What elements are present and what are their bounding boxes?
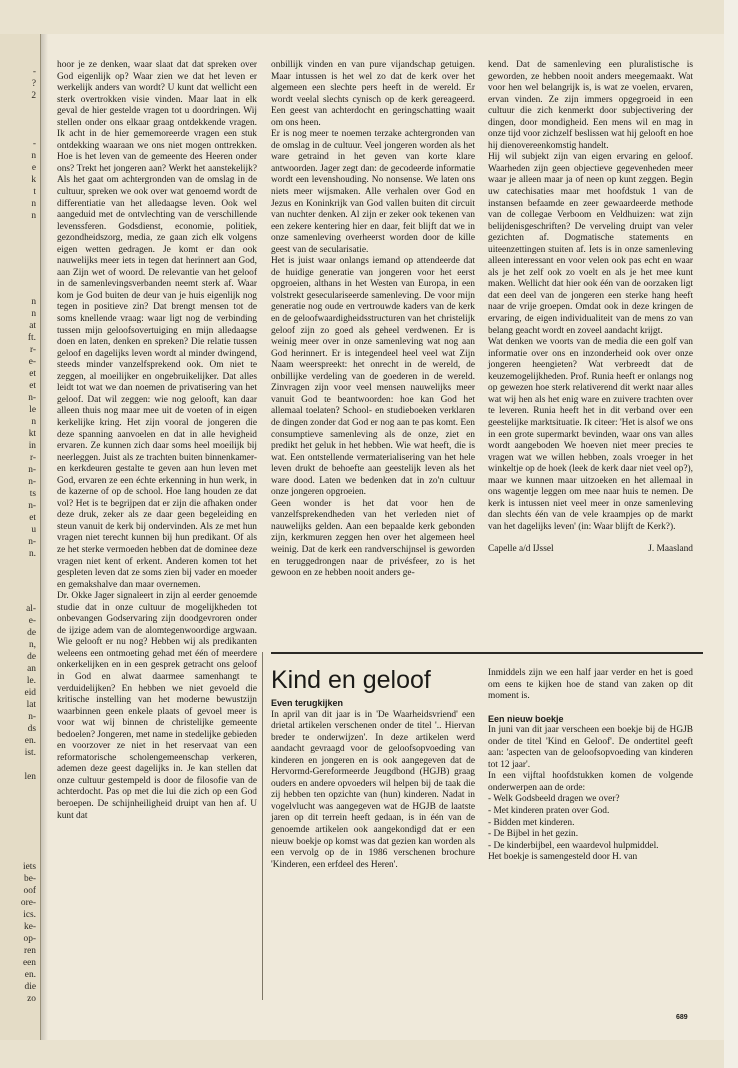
list-item: - De Bijbel in het gezin. — [488, 829, 579, 840]
paragraph: Hij wil subjekt zijn van eigen ervaring en geloof. Waarheden zijn geen objectieve gegevenheden meer waar je alleen maar ja of neen op kunt zeggen. Begin uw catechisaties maar met hoofdstuk 1 van de instansen befaamde en zeer gewaardeerde methode van de collegae Verboom en Veldhuizen: wat zijn belijdenisgeschriften? De verveling druipt van veler gezichten af. Dogmatische statements en uiteenzettingen stuiten af. Iets is in onze samenleving alleen interessant en voor velen ook pas echt en waar als je het zelf ook zo voelt en als je het mee kunt maken. Wellicht dat hier ook één van de oorzaken ligt dat een deel van de jongeren een sterke hang heeft naar de vrije groepen. Omdat ook in deze kringen de ervaring, de eigen individualiteit van de mens zo van belang geacht wordt en zoveel aandacht krijgt. — [488, 152, 693, 336]
paragraph: In juni van dit jaar verscheen een boekje bij de HGJB onder de titel 'Kind en Geloof'. De ondertitel geeft aan: 'aspecten van de geloofsopvoeding van kinderen tot 12 jaar'. — [488, 725, 693, 770]
list-item: - De kinderbijbel, een waardevol hulpmiddel. — [488, 840, 659, 851]
paragraph: kend. Dat de samenleving een pluralistische is geworden, ze hebben nooit anders meegemaakt. Wat voor hen wel belangrijk is, is wat ze voelen, ervaren, ervan vinden. Ze zijn immers opgegroeid in een cultuur die zich kenmerkt door subjectivering der dingen, door mondigheid. Een mens wil en mag in onze tijd voor zichzelf beslissen wat hij gelooft en hoe hij dienovereenkomstig handelt. — [488, 60, 693, 151]
article-column-3 — [488, 60, 693, 556]
gutter-fragments-lower: al- e- de n, de an le. eid lat n- ds en. ist. len — [24, 604, 36, 782]
page-number: 689 — [676, 1014, 688, 1021]
paragraph: Het boekje is samengesteld door H. van — [488, 852, 638, 863]
paragraph: Geen wonder is het dat voor hen de vanzelfsprekendheden van het verleden niet of nauwelijks gelden. Aan een bepaalde kerk gebonden zijn, kerkmuren zeggen hen over het algemeen heel weinig. Dat de kerk een randverschijnsel is geworden en teruggedrongen naar de privésfeer, zo is het gewoon en ze hebben nooit anders ge- — [271, 498, 475, 579]
gutter-fragments-bottom: iets be- oof ore- ics. ke- op- ren een en. die zo — [20, 862, 36, 1004]
article-column-1 — [57, 60, 257, 822]
kind-column-1 — [271, 698, 475, 871]
paragraph: Inmiddels zijn we een half jaar verder en het is goed om eens te kijken hoe de stand van zaken op dit moment is. — [488, 668, 693, 702]
paragraph: In een vijftal hoofdstukken komen de volgende onderwerpen aan de orde: — [488, 771, 693, 793]
signature-name: J. Maasland — [648, 544, 693, 555]
subheading: Even terugkijken — [271, 698, 344, 708]
section-divider — [271, 652, 703, 654]
gutter-fragments-top: - ? 2 - n e k t n n — [31, 67, 36, 221]
paragraph: Dr. Okke Jager signaleert in zijn al eerder genoemde studie dat in onze cultuur de mogelijkheden tot onbevangen Godservaring zijn doodgevroren onder de ijzige adem van de alomtegenwoordige argwaan. Wie gelooft er nu nog? Hebben wij als predikanten weleens een ontmoeting gehad met één of meerdere onkerkelijken en in een gesprek getracht ons geloof in God en alwat daarmee samenhangt te verduidelijken? En hebben we niet gevoeld die kritische instelling van het moderne bewustzijn waarbinnen geen enkele plaats of gevoel meer is voor wat wij binnen de christelijke gemeente bedoelen? Jongeren, met name in stedelijke gebieden en voorzover ze niet in het reservaat van een reformatorische scholengemeenschap verkeren, ademen deze geest dagelijks in. Je kan stellen dat onze cultuur gestempeld is door de filosofie van de achterdocht. Pas op met die lui die zich op een God beroepen. De schijnheiligheid druipt van hen af. U kunt dat — [57, 591, 257, 821]
binding-shadow — [40, 34, 48, 1040]
page-edge — [724, 0, 738, 1068]
paragraph: In april van dit jaar is in 'De Waarheidsvriend' een drietal artikelen verschenen onder de titel '.. Hiervan breder te onderwijzen'. In deze artikelen werd aandacht gevraagd voor de geloofsopvoeding van kinderen en jongeren en is ook aangegeven dat de Hervormd-Gereformeerde Jeugdbond (HGJB) graag ouders en andere opvoeders wil helpen bij de taak die zij hebben ten opzichte van (hun) kinderen. Nadat in vogelvlucht was aangegeven wat de HGJB de laatste jaren op dit terrein heeft gedaan, is in één van de genoemde artikelen ook aangekondigd dat er een nieuw boekje op komst was dat gezien kan worden als een vervolg op de in 1986 verschenen brochure 'Kinderen, een erfdeel des Heren'. — [271, 709, 475, 870]
article-headline: Kind en geloof — [271, 666, 431, 694]
paragraph: Het is juist waar onlangs iemand op attendeerde dat de huidige generatie van jongeren voor het eerst opgroeien, althans in het Westen van Europa, in een volstrekt geseculariseerde samenleving. De voor mijn generatie nog oude en vertrouwde kaders van de kerk en de geloofwaardigheidsstructuren van het christelijk geloof zijn zo goed als geheel verdwenen. Er is weinig meer over in onze samenleving wat nog aan God herinnert. Er is integendeel heel veel wat Zijn Naam weerspreekt: het onrecht in de wereld, de onbillijke verdeling van de goederen in de wereld. Zinvragen zijn voor veel mensen nauwelijks meer vanuit God te beantwoorden: hoe kan God het allemaal toelaten? School- en studieboeken verklaren de dingen zonder dat God er nog aan te pas komt. Een consumptieve samenleving als de onze, ziet en predikt het geluk in het hebben. Wie wat heeft, die is wat. Een ontstellende vermaterialisering van het hele leven drukt de behoefte aan geestelijk leven als het ware dood. Laten we bedenken dat in zo'n cultuur onze jongeren opgroeien. — [271, 256, 475, 498]
kind-column-2 — [488, 668, 693, 864]
list-item: - Welk Godsbeeld dragen we over? — [488, 794, 620, 805]
paragraph: hoor je ze denken, waar slaat dat dat spreken over God eigenlijk op? Waar zien we dat het leven er werkelijk anders van wordt? U kunt dat wellicht een sterk overtrokken visie vinden. Maar laat in elk geval de hier gestelde vragen tot u doordringen. Wij stellen onder ons elkaar graag ontdekkende vragen. Ik acht in de hier gememoreerde vragen een stuk ontdekking waaraan we ons niet mogen onttrekken. Hoe is het leven van de gemeente des Heeren onder ons? Trekt het jongeren aan? Werkt het aanstekelijk? Als het gaat om achtergronden van de omslag in de cultuur, spreken we ook over wat genoemd wordt de differentiatie van het alledaagse leven. Ook wel aangeduid met de ontvlechting van de verschillende levenssferen. Godsdienst, economie, politiek, gezondheidszorg, media, ze gaan zich elk volgens eigen wetten gedragen. Je komt er dan ook nauwelijks meer iets in tegen dat herinnert aan God, aan Zijn wet of woord. De relevantie van het geloof in de samenlevingsverbanden neemt sterk af. Waar kom je God buiten de deur van je huis eigenlijk nog tegen in positieve zin? Dat brengt mensen tot de soms knellende vraag: waar ligt nog de verbinding tussen mijn geloofsovertuiging en mijn alledaagse doen en laten, denken en spreken? Die relatie tussen geloof en dagelijks leven wordt al minder dwingend, steeds minder vanzelfsprekend ook. Om niet te zeggen, al moeilijker en ongebruikelijker. Dat alles leidt tot wat we dan noemen de privatisering van het geloof. Dat wil zeggen: wie nog gelooft, kan daar alleen thuis nog maar mee uit de voeten of in eigen kerkelijke kring. Het zijn vooral de jongeren die deze spanning aanvoelen en dat in alle hevigheid ervaren. Ze kunnen zich daar soms heel moeilijk bij neerleggen. Juist als ze trachten buiten binnenkamer- en kerkdeuren gestalte te geven aan hun leven met God, ervaren ze een échte erkenning in hun werk, in de kazerne of op de school. Hoe lang houden ze dat vol? Het is te begrijpen dat er zijn die afhaken onder deze druk, zeker als ze daar geen begeleiding en steun vanuit de kerk bij ondervinden. Als ze met hun vragen niet terecht kunnen bij hun predikant. Of als ze het sterke vermoeden hebben dat de dominee deze vragen niet kent of erkent. Anderen komen tot het gespleten leven dat ze soms zien bij vader en moeder en gemakshalve dan maar overnemen. — [57, 60, 257, 590]
subheading: Een nieuw boekje — [488, 713, 564, 724]
author-signature — [488, 544, 693, 556]
paragraph: Er is nog meer te noemen terzake achtergronden van de omslag in de cultuur. Veel jongeren worden als het ware getraind in het geven van korte klare antwoorden. Jager zegt dan: de gecodeerde informatie wordt een levenshouding. No nonsense. We laten ons niets meer wijsmaken. Alle verhalen over God en Jezus en Koninkrijk van God vallen buiten dit circuit van nuchter denken. Al zijn er zeker ook tekenen van een zekere kentering hier en daar, feit blijft dat we in onze samenleving overheerst worden door de kille geest van de secularisatie. — [271, 129, 475, 255]
list-item: - Bidden met kinderen. — [488, 817, 575, 828]
list-item: - Met kinderen praten over God. — [488, 806, 610, 817]
paragraph: onbillijk vinden en van pure vijandschap getuigen. Maar intussen is het wel zo dat de kerk over het algemeen een slechte pers heeft in de wereld. Er wordt veelal slechts cynisch op de kerk gereageerd. Een geest van achterdocht en geringschatting waait om ons heen. — [271, 60, 475, 128]
paragraph: Wat denken we voorts van de media die een golf van informatie over ons en inzonderheid ook over onze jongeren heengieten? Wat verbreedt dat de keuzemogelijkheden. Prof. Runia heeft er onlangs nog op gewezen hoe sterk relativerend dit werkt naar alles wat wij hen als het enig ware en zuivere trachten over te leveren. Runia heeft het in dit verband over een geestelijke marktsituatie. Ik citeer: 'Het is alsof we ons in een grote supermarkt bevinden, waar ons van alles wordt aangeboden We hoeven niet meer precies te vragen wat we willen hebben, zoals vroeger in het winkeltje op de hoek (leek de kerk daar niet veel op?), maar we kunnen maar uitzoeken en het allemaal in ons wagentje leggen om mee naar huis te nemen. De kerk is intussen niet veel meer in onze samenleving dan slechts één van de vele kraampjes op de markt van het dagelijks leven' (in: Waar blijft de Kerk?). — [488, 337, 694, 532]
column-rule — [262, 652, 263, 1000]
topic-list — [488, 794, 693, 852]
signature-place: Capelle a/d IJssel — [488, 544, 554, 555]
gutter-fragments-middle: n n at ft. r- e- et et n- le n kt in r- n- n- ts n- et u n- n. — [27, 297, 36, 559]
article-column-2 — [271, 60, 475, 580]
